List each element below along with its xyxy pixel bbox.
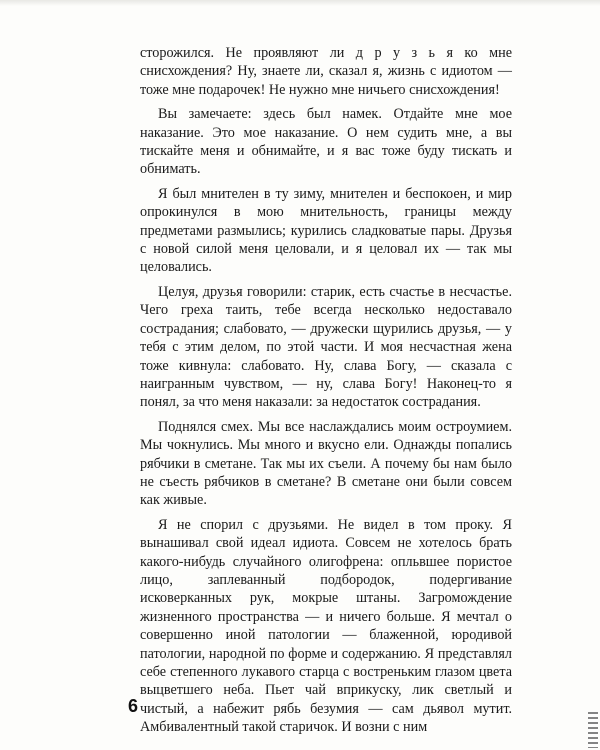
paragraph-4: Целуя, друзья говорили: старик, есть счастье в несчастье. Чего греха таить, тебе всегда несколько недоставало сострадания; слабовато, — дружески щурились друзья, — у тебя с этим делом, по этой части. И моя несчастная жена тоже кивнула: слабовато. Ну, слава Богу, — сказала с наигранным чувством, — ну, слава Богу! Наконец-то я понял, за что меня наказали: за недостаток сострадания. xyxy=(140,283,512,411)
body-text xyxy=(140,44,512,743)
paragraph-5: Поднялся смех. Мы все наслаждались моим остроумием. Мы чокнулись. Мы много и вкусно ели. Однажды попались рябчики в сметане. Так мы их съели. А почему бы нам было не съесть рябчиков в сметане? В сметане они были совсем как живые. xyxy=(140,418,512,509)
page-number: 6 xyxy=(128,696,139,716)
paragraph-2: Вы замечаете: здесь был намек. Отдайте мне мое наказание. Это мое наказание. О нем судить мне, а вы тискайте меня и обнимайте, и я вас тоже буду тискать и обнимать. xyxy=(140,106,512,178)
paragraph-6: Я не спорил с друзьями. Не видел в том проку. Я вынашивал свой идеал идиота. Совсем не хотелось брать какого-нибудь случайного олигофрена: опльвшее пористое лицо, заплеванный подбородок, подергивание исковерканных рук, мокрые штаны. Загромождение жизненного пространства — и ничего больше. Я мечтал о совершенно иной патологии — блаженной, юродивой патологии, народной по форме и содержанию. Я представлял себе степенного лукавого старца с востреньким глазом цвета выцветшего неба. Пьет чай вприкуску, лик светлый и чистый, а набежит рябь безумия — сам дьявол мутит. Амбивалентный такой старичок. И возни с ним xyxy=(140,516,512,736)
scan-edge-mark xyxy=(588,712,598,748)
paragraph-3: Я был мнителен в ту зиму, мнителен и беспокоен, и мир опрокинулся в мою мнительность, границы между предметами размылись; курились сладковатые пары. Друзья с новой силой меня целовали, и я целовал их — так мы целовались. xyxy=(140,185,512,276)
paragraph-1: сторожился. Не проявляют ли д р у з ь я ко мне снисхождения? Ну, знаете ли, сказал я, жизнь с идиотом — тоже мне подарочек! Не нужно мне ничьего снисхождения! xyxy=(140,45,512,98)
page-edge-shadow xyxy=(0,0,600,6)
